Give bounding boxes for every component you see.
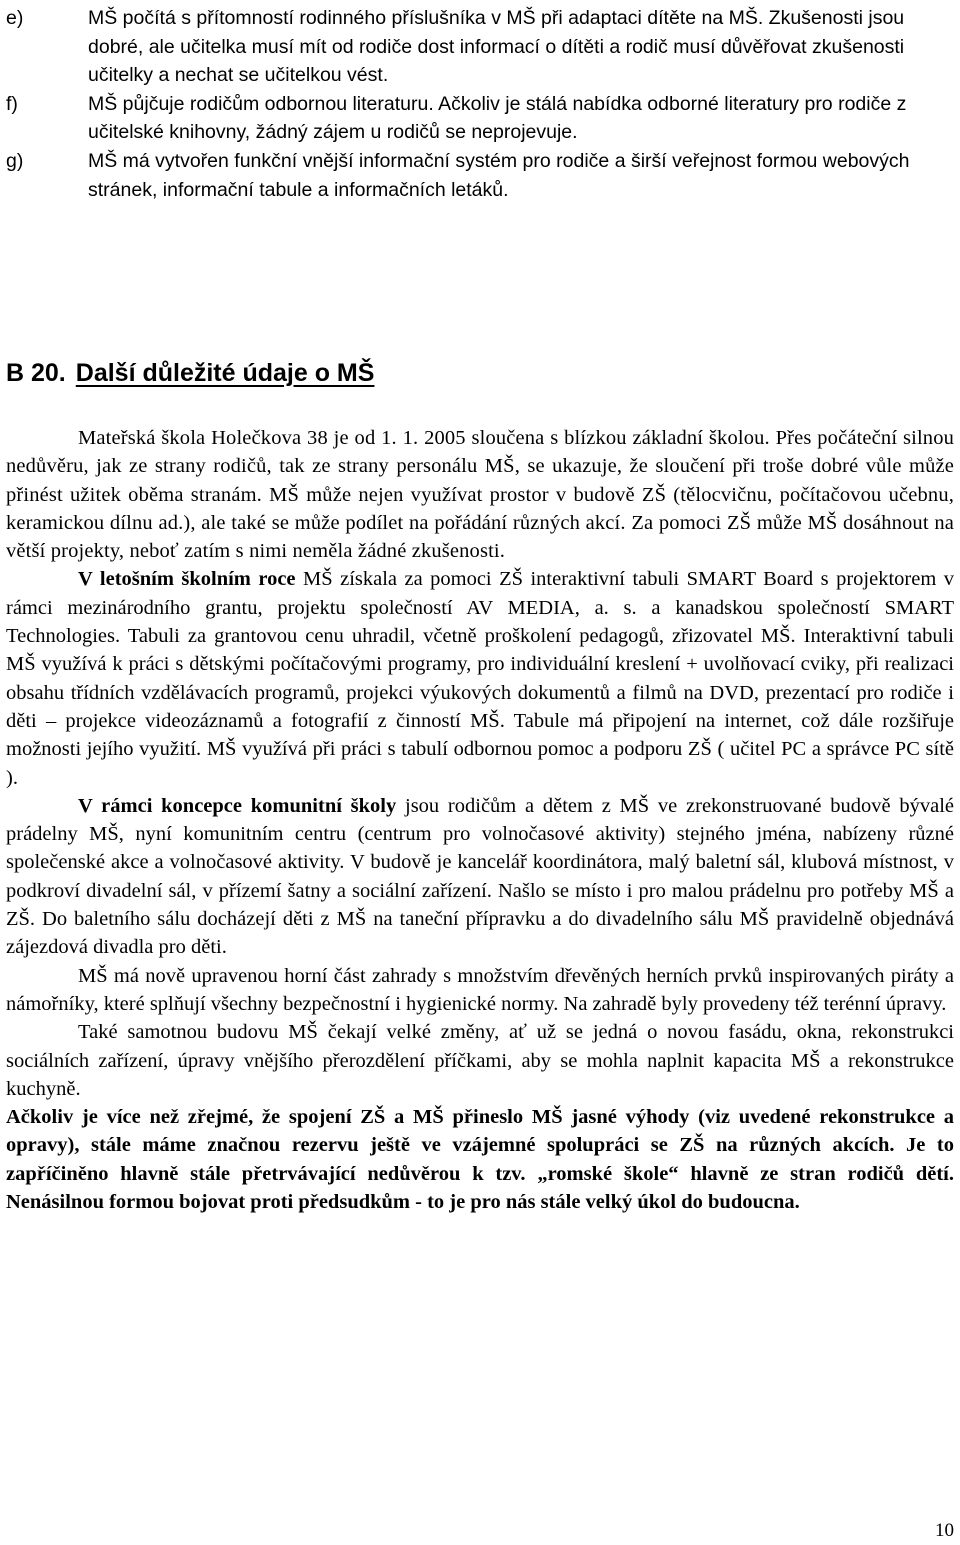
paragraph-text: jsou rodičům a dětem z MŠ ve zrekonstruované budově bývalé prádelny MŠ, nyní komunitním centru (centrum pro volnočasové aktivity) stejného jména, nabízeny různé společenské akce a volnočasové aktivity. V budově je kancelář koordinátora, malý baletní sál, klubová místnost, v podkroví divadelní sál, v přízemí šatny a sociální zařízení. Našlo se místo i pro malou prádelnu pro potřeby MŠ a ZŠ. Do baletního sálu docházejí děti z MŠ na taneční přípravku a do divadelního sálu MŠ pravidelně objednává zájezdová divadla pro děti.	[6, 794, 955, 959]
bullet-list	[0, 4, 960, 204]
page-number: 10	[935, 1520, 954, 1541]
list-item-text: MŠ počítá s přítomností rodinného příslušníka v MŠ při adaptaci dítěte na MŠ. Zkušenosti jsou dobré, ale učitelka musí mít od rodiče dost informací o dítěti a rodič musí důvěřovat zkušenosti učitelky a nechat se učitelkou vést.	[88, 7, 905, 87]
paragraph-intro: Mateřská škola Holečkova 38 je od 1. 1. 2005 sloučena s blízkou základní školou. Přes počáteční silnou nedůvěru, jak ze strany rodičů, tak ze strany personálu MŠ, se ukazuje, že sloučení při troše dobré vůle může přinést užitek oběma stranám. MŠ může nejen využívat prostor v budově ZŠ (tělocvičnu, počítačovou učebnu, keramickou dílnu ad.), ale také se může podílet na pořádání různých akcí. Za pomoci ZŠ může MŠ dosáhnout na větší projekty, neboť zatím s nimi neměla žádné zkušenosti.	[6, 427, 954, 563]
document-body	[6, 424, 954, 1216]
paragraph-smart-board	[6, 565, 954, 791]
section-heading	[6, 356, 374, 390]
list-item	[0, 90, 960, 147]
list-marker: g)	[6, 149, 24, 172]
section-title: Další důležité údaje o MŠ	[75, 359, 375, 387]
list-item-text: MŠ má vytvořen funkční vnější informační systém pro rodiče a širší veřejnost formou webových stránek, informační tabule a informačních letáků.	[88, 149, 910, 201]
paragraph-text: MŠ získala za pomoci ZŠ interaktivní tabuli SMART Board s projektorem v rámci mezinárodního grantu, projektu společností AV MEDIA, a. s. a kanadskou společností SMART Technologies. Tabuli za grantovou cenu uhradil, včetně proškolení pedagogů, zřizovatel MŠ. Interaktivní tabuli MŠ využívá k práci s dětskými počítačovými programy, pro individuální kreslení + uvolňovací cviky, při realizaci obsahu třídních vzdělávacích programů, projekci výukových dokumentů a filmů na DVD, prezentací pro rodiče i děti – projekce videozáznamů a fotografií z činností MŠ. Tabule má připojení na internet, což dále rozšiřuje možnosti jejího využití. MŠ využívá při práci s tabulí odbornou pomoc a podporu ZŠ ( učitel PC a správce PC sítě ).	[6, 568, 954, 789]
list-item-text: MŠ půjčuje rodičům odbornou literaturu. Ačkoliv je stálá nabídka odborné literatury pro rodiče z učitelské knihovny, žádný zájem u rodičů se neprojevuje.	[88, 92, 907, 144]
list-item	[0, 4, 960, 90]
list-marker: f)	[6, 92, 18, 115]
list-marker: e)	[6, 7, 24, 29]
paragraph-lead: V rámci koncepce komunitní školy	[78, 794, 397, 817]
list-item	[0, 147, 960, 204]
paragraph-conclusion: Ačkoliv je více než zřejmé, že spojení ZŠ a MŠ přineslo MŠ jasné výhody (viz uvedené rekonstrukce a opravy), stále máme značnou rezervu ještě ve vzájemné spolupráci se ZŠ na různých akcích. Je to zapříčiněno hlavně stále přetrvávající nedůvěrou k tzv. „romské škole“ hlavně ze stran rodičů dětí. Nenásilnou formou bojovat proti předsudkům - to je pro nás stále velký úkol do budoucna.	[6, 1106, 954, 1214]
paragraph-building: Také samotnou budovu MŠ čekají velké změny, ať už se jedná o novou fasádu, okna, rekonstrukci sociálních zařízení, úpravy vnějšího přerozdělení příčkami, aby se mohla naplnit kapacita MŠ a rekonstrukce kuchyně.	[6, 1021, 954, 1100]
paragraph-community-school	[6, 792, 954, 962]
paragraph-lead: V letošním školním roce	[78, 568, 296, 591]
section-code: B 20.	[6, 359, 66, 387]
paragraph-garden: MŠ má nově upravenou horní část zahrady s množstvím dřevěných herních prvků inspirovaných piráty a námořníky, které splňují všechny bezpečnostní i hygienické normy. Na zahradě byly provedeny též terénní úpravy.	[6, 964, 954, 1015]
